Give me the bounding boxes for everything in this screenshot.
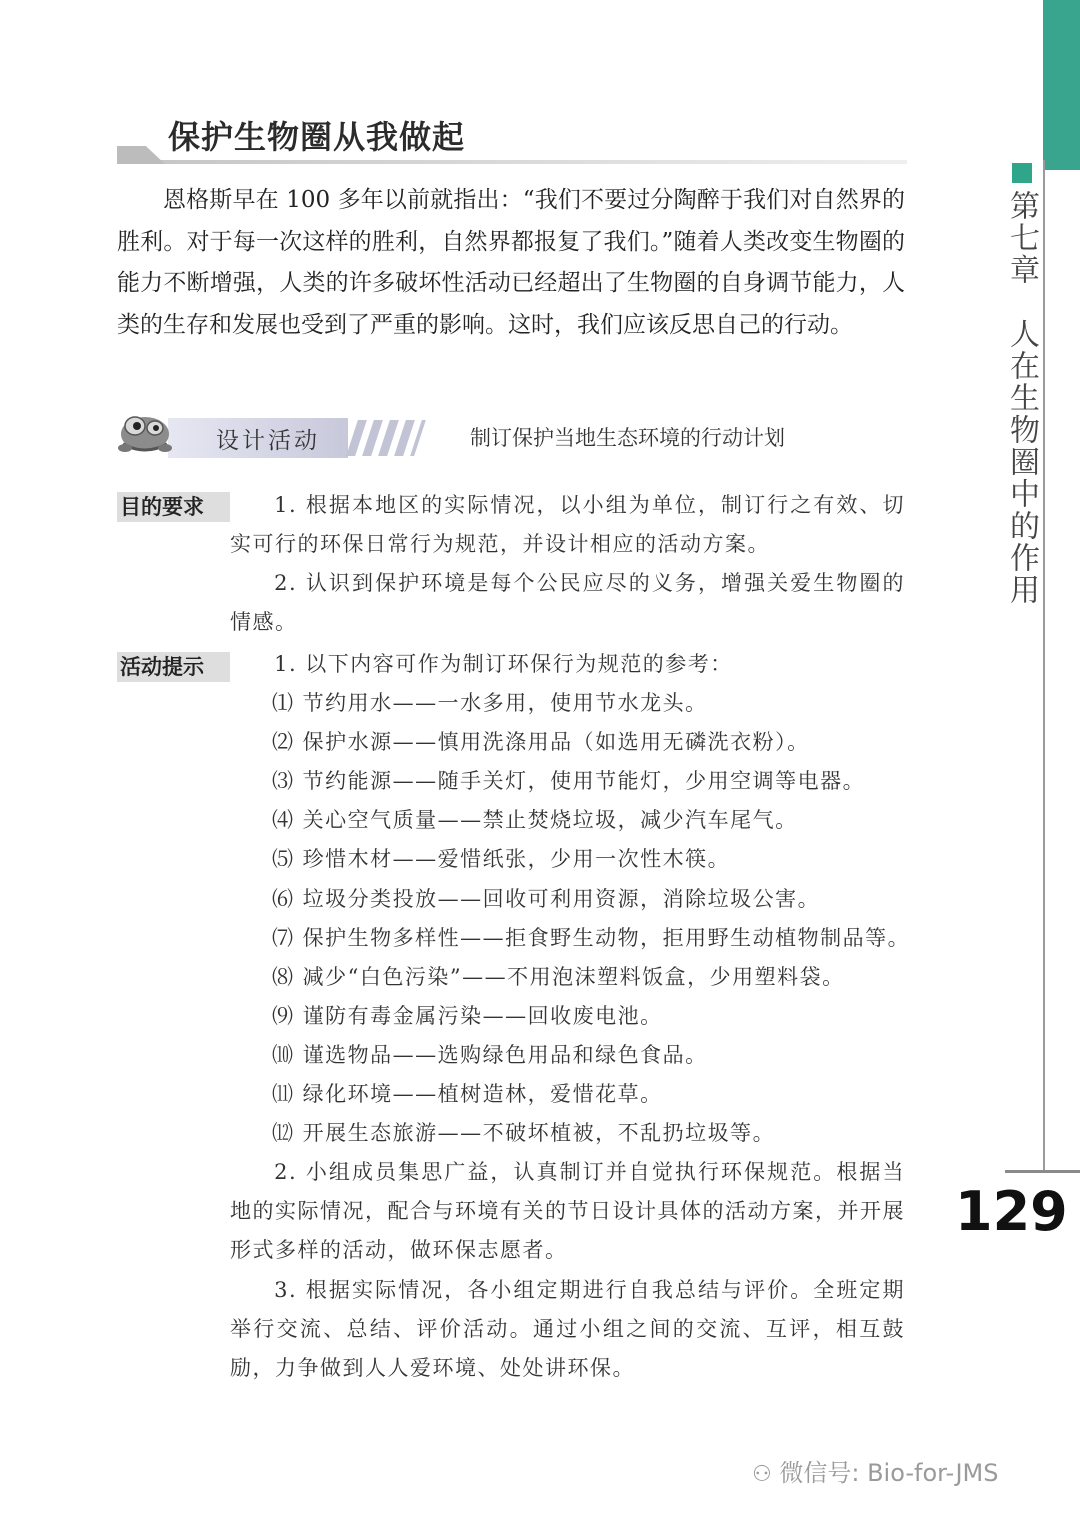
list-item: ⑺ 保护生物多样性——拒食野生动物，拒用野生动植物制品等。: [272, 925, 911, 950]
list-item: ⑸ 珍惜木材——爱惜纸张，少用一次性木筷。: [272, 847, 731, 872]
activity-mascot-icon: [115, 404, 175, 456]
hints-intro: 1. 以下内容可作为制订环保行为规范的参考：: [274, 652, 733, 676]
list-item: ⑹ 垃圾分类投放——回收可利用资源，消除垃圾公害。: [272, 886, 821, 911]
hints-block: [230, 645, 911, 1388]
list-item: ⑿ 开展生态旅游——不破坏植被，不乱扔垃圾等。: [272, 1121, 776, 1146]
title-underline: [117, 160, 907, 164]
activity-type-label: 设计活动: [216, 428, 320, 454]
objective-item: 2. 认识到保护环境是每个公民应尽的义务，增强关爱生物圈的情感。: [230, 571, 905, 635]
page-number: 129: [955, 1180, 1068, 1243]
list-item: ⑶ 节约能源——随手关灯，使用节能灯，少用空调等电器。: [272, 769, 866, 794]
objectives-label: 目的要求: [117, 492, 230, 522]
list-item: ⑵ 保护水源——慎用洗涤用品（如选用无磷洗衣粉）。: [272, 730, 810, 755]
page-number-rule: [1005, 1170, 1080, 1173]
list-item: ⑻ 减少“白色污染”——不用泡沫塑料饭盒，少用塑料袋。: [272, 964, 845, 989]
objective-item: 1. 根据本地区的实际情况，以小组为单位，制订行之有效、切实可行的环保日常行为规范，并设计相应的活动方案。: [230, 493, 905, 557]
wechat-watermark: [752, 1453, 999, 1488]
intro-paragraph: [117, 180, 905, 346]
chapter-marker-square: [1012, 163, 1032, 183]
watermark-text: 微信号: Bio-for-JMS: [779, 1459, 999, 1487]
list-item: ⑽ 谨选物品——选购绿色用品和绿色食品。: [272, 1042, 708, 1067]
chapter-divider-line: [1043, 160, 1045, 1172]
section-title: 保护生物圈从我做起: [168, 118, 466, 156]
objectives-block: [230, 486, 905, 642]
list-item: ⑷ 关心空气质量——禁止焚烧垃圾，减少汽车尾气。: [272, 808, 798, 833]
activity-title: 制订保护当地生态环境的行动计划: [470, 426, 785, 450]
hints-label: 活动提示: [117, 652, 230, 682]
chapter-label: 第七章 人在生物圈中的作用: [1004, 190, 1039, 606]
list-item: ⑾ 绿化环境——植树造林，爱惜花草。: [272, 1082, 663, 1107]
intro-text: 恩格斯早在 100 多年以前就指出：“我们不要过分陶醉于我们对自然界的胜利。对于每一次这样的胜利，自然界都报复了我们。”随着人类改变生物圈的能力不断增强，人类的许多破坏性活动已经超出了生物圈的自身调节能力，人类的生存和发展也受到了严重的影响。这时，我们应该反思自己的行动。: [117, 187, 905, 338]
title-underline-wedge: [117, 146, 165, 164]
list-item: ⑴ 节约用水——一水多用，使用节水龙头。: [272, 691, 708, 716]
chapter-color-tab: [1043, 0, 1080, 170]
hints-paragraph-3: 3. 根据实际情况，各小组定期进行自我总结与评价。全班定期举行交流、总结、评价活动。通过小组之间的交流、互评，相互鼓励，力争做到人人爱环境、处处讲环保。: [230, 1277, 905, 1380]
list-item: ⑼ 谨防有毒金属污染——回收废电池。: [272, 1003, 663, 1028]
wechat-icon: ⚇: [752, 1462, 772, 1487]
hints-paragraph-2: 2. 小组成员集思广益，认真制订并自觉执行环保规范。根据当地的实际情况，配合与环境有关的节日设计具体的活动方案，并开展形式多样的活动，做环保志愿者。: [230, 1160, 905, 1263]
